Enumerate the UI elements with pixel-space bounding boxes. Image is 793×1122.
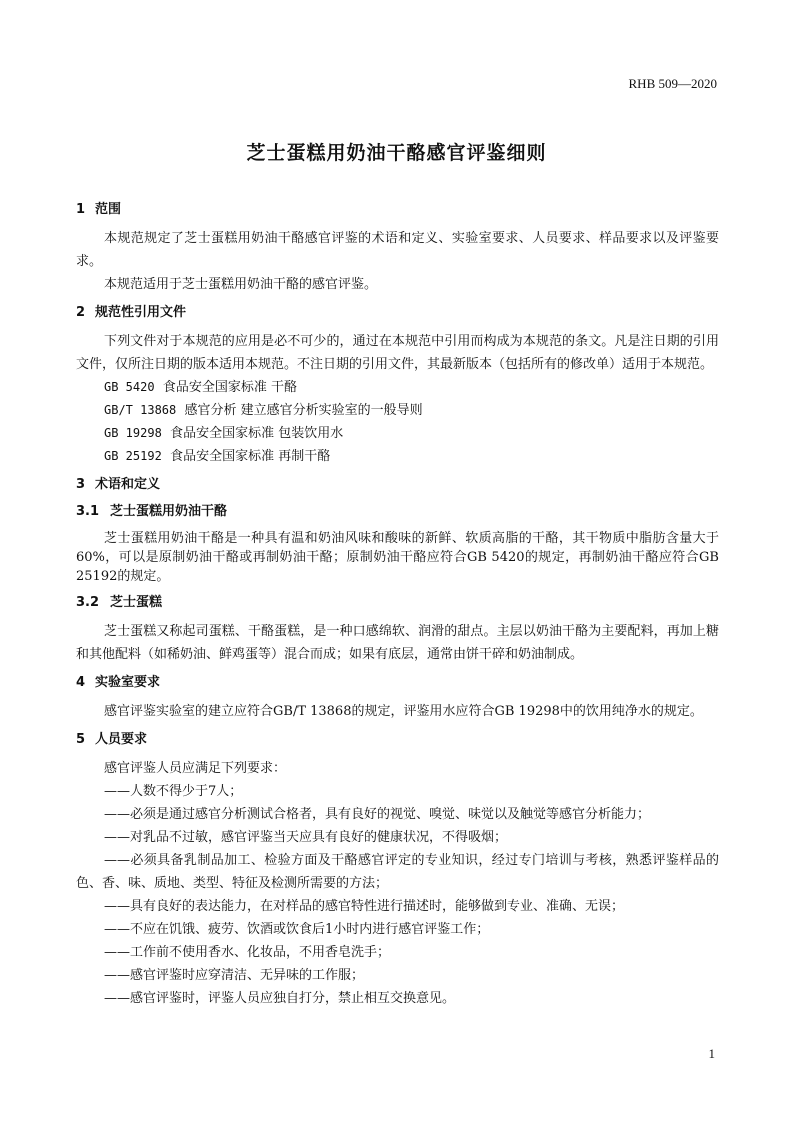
list-item: ——感官评鉴时，评鉴人员应独自打分，禁止相互交换意见。 <box>104 991 456 1006</box>
reference-item <box>76 376 719 399</box>
section-title: 规范性引用文件 <box>95 305 187 320</box>
section-3-heading <box>76 475 719 495</box>
paragraph: 感官评鉴实验室的建立应符合GB/T 13868的规定，评鉴用水应符合GB 19298中的饮用纯净水的规定。 <box>104 704 703 719</box>
section-title: 实验室要求 <box>95 675 161 690</box>
subsection-number: 3.1 <box>76 504 100 519</box>
subsection-3-1-heading <box>76 502 719 522</box>
list-item: ——对乳品不过敏，感官评鉴当天应具有良好的健康状况，不得吸烟； <box>104 830 508 845</box>
paragraph: 本规范适用于芝士蛋糕用奶油干酪的感官评鉴。 <box>104 277 378 292</box>
section-5-heading <box>76 730 719 750</box>
section-2-heading <box>76 303 719 323</box>
paragraph: 下列文件对于本规范的应用是必不可少的，通过在本规范中引用而构成为本规范的条文。凡是注日期的引用文件，仅所注日期的版本适用本规范。不注日期的引用文件，其最新版本（包括所有的修改单）适用于本规范。 <box>76 334 719 372</box>
reference-item <box>76 399 719 422</box>
subsection-title: 芝士蛋糕 <box>110 595 163 610</box>
section-title: 人员要求 <box>95 732 148 747</box>
reference-title: 食品安全国家标准 干酪 <box>162 380 297 395</box>
section-number: 3 <box>76 477 86 492</box>
reference-item <box>76 422 719 445</box>
list-item: ——工作前不使用香水、化妆品，不用香皂洗手； <box>104 945 391 960</box>
paragraph: 芝士蛋糕又称起司蛋糕、干酪蛋糕，是一种口感绵软、润滑的甜点。主层以奶油干酪为主要配料，再加上糖和其他配料（如稀奶油、鲜鸡蛋等）混合而成；如果有底层，通常由饼干碎和奶油制成。 <box>76 624 719 662</box>
section-4-heading <box>76 673 719 693</box>
reference-code: GB 19298 <box>104 426 162 440</box>
page-number: 1 <box>708 1046 715 1061</box>
reference-title: 食品安全国家标准 包装饮用水 <box>170 426 344 441</box>
section-number: 4 <box>76 675 86 690</box>
paragraph: 感官评鉴人员应满足下列要求： <box>104 761 287 776</box>
list-item: ——不应在饥饿、疲劳、饮酒或饮食后1小时内进行感官评鉴工作； <box>104 922 490 937</box>
subsection-title: 芝士蛋糕用奶油干酪 <box>110 504 228 519</box>
paragraph: 芝士蛋糕用奶油干酪是一种具有温和奶油风味和酸味的新鲜、软质高脂的干酪，其干物质中脂肪含量大于60%，可以是原制奶油干酪或再制奶油干酪；原制奶油干酪应符合GB 5420的规定，再制奶油干酪应符合GB 25192的规定。 <box>76 531 719 584</box>
document-body <box>76 200 719 1010</box>
list-item: ——必须是通过感官分析测试合格者，具有良好的视觉、嗅觉、味觉以及触觉等感官分析能力； <box>104 807 651 822</box>
reference-code: GB 5420 <box>104 380 155 394</box>
section-1-heading <box>76 200 719 220</box>
section-number: 2 <box>76 305 86 320</box>
paragraph: 本规范规定了芝士蛋糕用奶油干酪感官评鉴的术语和定义、实验室要求、人员要求、样品要求以及评鉴要求。 <box>76 231 719 269</box>
reference-code: GB 25192 <box>104 449 162 463</box>
reference-title: 感官分析 建立感官分析实验室的一般导则 <box>184 403 423 418</box>
section-title: 术语和定义 <box>95 477 161 492</box>
document-title: 芝士蛋糕用奶油干酪感官评鉴细则 <box>246 142 547 164</box>
document-number: RHB 509—2020 <box>628 76 717 91</box>
list-item: ——感官评鉴时应穿清洁、无异味的工作服； <box>104 968 365 983</box>
section-number: 1 <box>76 202 86 217</box>
section-number: 5 <box>76 732 86 747</box>
subsection-3-2-heading <box>76 593 719 613</box>
list-item: ——具有良好的表达能力，在对样品的感官特性进行描述时，能够做到专业、准确、无误； <box>104 899 625 914</box>
subsection-number: 3.2 <box>76 595 100 610</box>
list-item: ——必须具备乳制品加工、检验方面及干酪感官评定的专业知识，经过专门培训与考核，熟悉评鉴样品的色、香、味、质地、类型、特征及检测所需要的方法； <box>76 853 719 891</box>
reference-title: 食品安全国家标准 再制干酪 <box>170 449 331 464</box>
reference-code: GB/T 13868 <box>104 403 177 417</box>
section-title: 范围 <box>95 202 122 217</box>
reference-item <box>76 445 719 468</box>
list-item: ——人数不得少于7人； <box>104 784 243 799</box>
